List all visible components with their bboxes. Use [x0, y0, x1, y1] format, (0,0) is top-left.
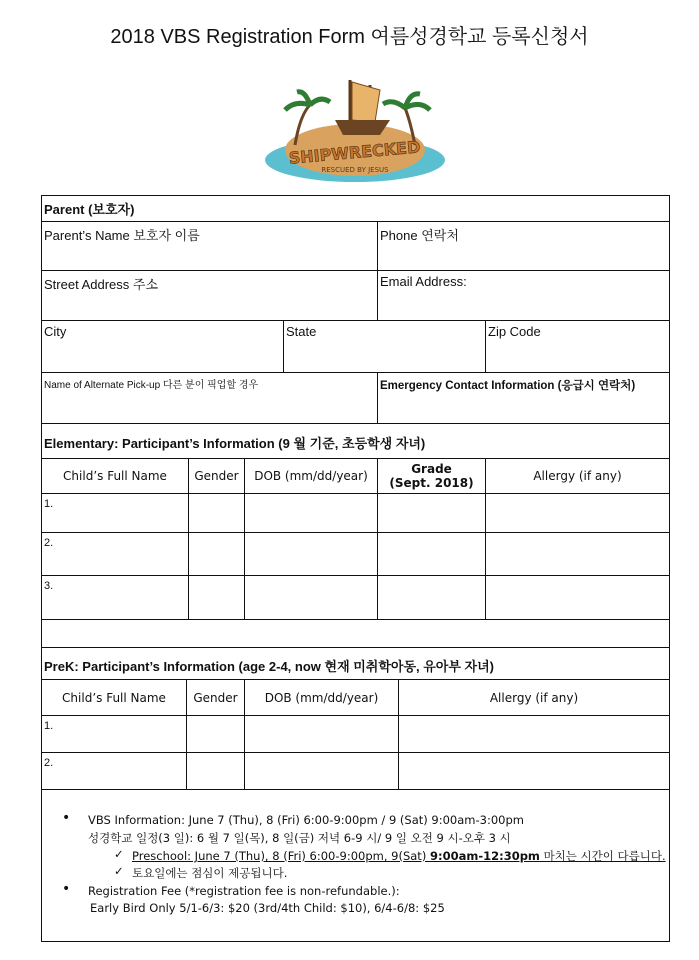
prek-header-allergy: Allergy (if any) [398, 679, 670, 716]
checkmark-icon: ✓ [114, 847, 124, 861]
email-label: Email Address: [380, 274, 467, 289]
preschool-info-line: Preschool: June 7 (Thu), 8 (Fri) 6:00-9:00pm, 9(Sat) 9:00am-12:30pm 마치는 시간이 다릅니다. [132, 849, 666, 863]
state-label: State [286, 324, 317, 339]
elem-row-3-dob[interactable] [244, 575, 378, 620]
prek-row-2-name[interactable]: 2. [41, 752, 187, 790]
bullet-icon: • [62, 810, 71, 826]
elem-row-2-allergy[interactable] [485, 532, 670, 576]
prek-row-1-allergy[interactable] [398, 715, 670, 753]
parent-section-header [41, 195, 670, 222]
elem-row-3-grade[interactable] [377, 575, 486, 620]
elem-row-1-grade[interactable] [377, 493, 486, 533]
emergency-contact-label: Emergency Contact Information (응급시 연락처) [380, 380, 636, 392]
elem-row-3-allergy[interactable] [485, 575, 670, 620]
city-field[interactable] [41, 320, 284, 373]
alternate-pickup-field[interactable] [41, 372, 378, 424]
vbs-info-line: VBS Information: June 7 (Thu), 8 (Fri) 6:00-9:00pm / 9 (Sat) 9:00am-3:00pm [88, 813, 524, 827]
city-label: City [44, 324, 67, 339]
elem-row-1-dob[interactable] [244, 493, 378, 533]
elem-row-2-name[interactable]: 2. [41, 532, 189, 576]
elem-row-1-allergy[interactable] [485, 493, 670, 533]
email-field[interactable] [377, 270, 670, 321]
prek-row-1-gender[interactable] [186, 715, 245, 753]
info-box [41, 789, 670, 942]
elementary-section-label: Elementary: Participant’s Information (9 월 기준, 초등학생 자녀) [44, 436, 426, 451]
phone-field[interactable] [377, 221, 670, 271]
checkmark-icon: ✓ [114, 864, 124, 878]
logo-text: SHIPWRECKED [288, 137, 422, 168]
lunch-info-line: 토요일에는 점심이 제공됩니다. [132, 866, 288, 880]
elem-header-gender: Gender [188, 458, 245, 494]
bullet-icon: • [62, 881, 71, 897]
form-title: 2018 VBS Registration Form 여름성경학교 등록신청서 [110, 26, 589, 48]
parent-name-field[interactable] [41, 221, 378, 271]
elem-row-3-gender[interactable] [188, 575, 245, 620]
alternate-pickup-label: Name of Alternate Pick-up 다른 분이 픽업할 경우 [44, 380, 259, 391]
prek-row-2-gender[interactable] [186, 752, 245, 790]
prek-header-dob: DOB (mm/dd/year) [244, 679, 399, 716]
elem-row-1-name[interactable]: 1. [41, 493, 189, 533]
zip-field[interactable] [485, 320, 670, 373]
prek-row-2-allergy[interactable] [398, 752, 670, 790]
emergency-contact-field[interactable] [377, 372, 670, 424]
elem-row-2-grade[interactable] [377, 532, 486, 576]
zip-label: Zip Code [488, 324, 541, 339]
prek-row-1-dob[interactable] [244, 715, 399, 753]
registration-fee-line: Registration Fee (*registration fee is non-refundable.): [88, 884, 400, 898]
prek-header-gender: Gender [186, 679, 245, 716]
spacer-row [41, 619, 670, 648]
elem-header-grade: Grade (Sept. 2018) [377, 458, 486, 494]
prek-row-1-name[interactable]: 1. [41, 715, 187, 753]
phone-label: Phone 연락처 [380, 228, 459, 243]
elem-row-3-name[interactable]: 3. [41, 575, 189, 620]
vbs-korean-schedule: 성경학교 일정(3 일): 6 월 7 일(목), 8 일(금) 저녁 6-9 시/ 9 일 오전 9 시-오후 3 시 [88, 831, 511, 845]
prek-section-header [41, 647, 670, 680]
logo-subtext: RESCUED BY JESUS [321, 166, 389, 174]
parent-section-label: Parent (보호자) [44, 202, 135, 217]
elem-row-2-gender[interactable] [188, 532, 245, 576]
prek-section-label: PreK: Participant’s Information (age 2-4, now 현재 미취학아동, 유아부 자녀) [44, 659, 494, 674]
parent-name-label: Parent’s Name 보호자 이름 [44, 228, 200, 243]
prek-row-2-dob[interactable] [244, 752, 399, 790]
street-address-field[interactable] [41, 270, 378, 321]
shipwrecked-logo [255, 60, 455, 190]
elem-header-dob: DOB (mm/dd/year) [244, 458, 378, 494]
elem-row-1-gender[interactable] [188, 493, 245, 533]
elem-row-2-dob[interactable] [244, 532, 378, 576]
elem-header-name: Child’s Full Name [41, 458, 189, 494]
street-address-label: Street Address 주소 [44, 277, 158, 292]
prek-header-name: Child’s Full Name [41, 679, 187, 716]
elementary-section-header [41, 423, 670, 459]
early-bird-line: Early Bird Only 5/1-6/3: $20 (3rd/4th Child: $10), 6/4-6/8: $25 [90, 901, 445, 915]
state-field[interactable] [283, 320, 486, 373]
elem-header-allergy: Allergy (if any) [485, 458, 670, 494]
